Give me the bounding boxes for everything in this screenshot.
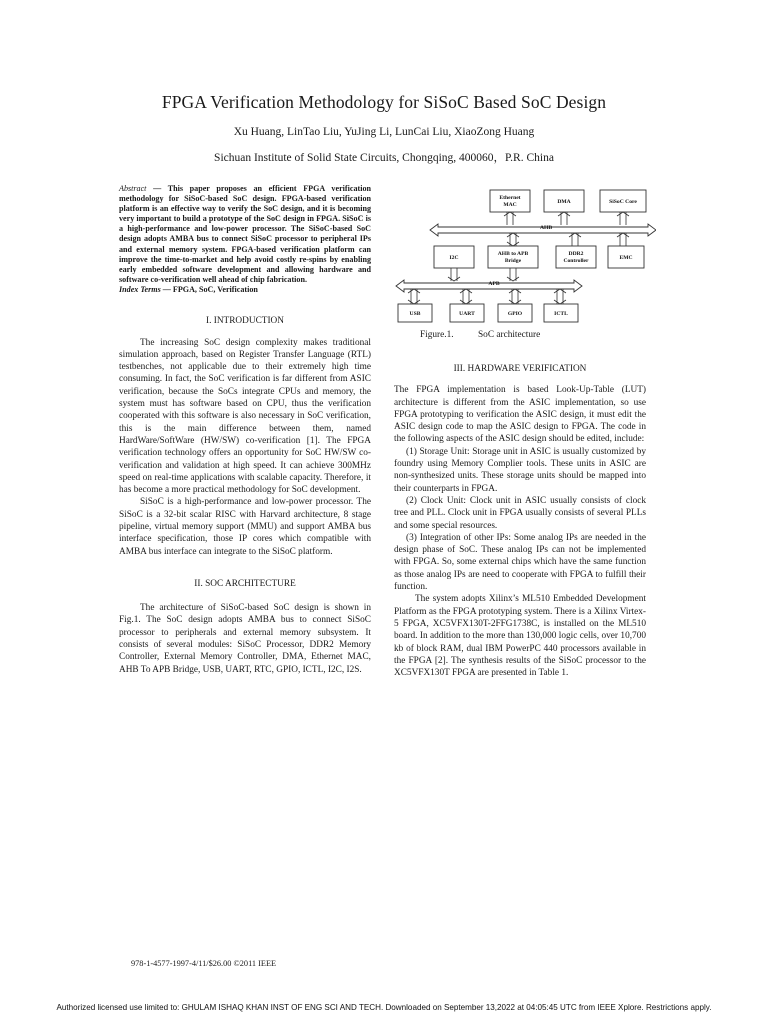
ddr2-ahb-connector <box>569 233 581 246</box>
ddr2-controller-block <box>556 246 596 268</box>
figure-caption-text: SoC architecture <box>478 330 541 340</box>
emc-ahb-connector <box>617 233 629 246</box>
uart-apb-connector <box>460 289 472 304</box>
dma-ahb-connector <box>558 212 570 225</box>
ahb-label: AHB <box>539 225 553 231</box>
ddr2-label: DDR2 <box>568 251 584 257</box>
ahb-to-apb-label: AHB to APB <box>497 251 529 257</box>
ethernet-mac-block <box>490 190 530 212</box>
ethernet-label: Ethernet <box>499 195 521 201</box>
hardware-paragraph-1: The FPGA implementation is based Look-Up-Table (LUT) architecture is different from the ASIC implementation, so use FPGA prototyping to verification the ASIC design, it must edit the ASIC design code to map the ASIC design to FPGA. The code in the following aspects of the ASIC design should be edited, include: <box>394 385 646 445</box>
abstract-text: — This paper proposes an efficient FPGA verification methodology for SiSoC-based SoC design. FPGA-based verification platform is an effective way to verify the SoC design, and it is becoming very important to build a prototype of the SoC design in FPGA. SiSoC is a high-performance and low-power processor. The SiSoC-based SoC design adopts AMBA bus to connect SiSoC processor to peripheral IPs and external memory system. FPGA-based verification platform can improve the time-to-market and help avoid costly re-spins by enabling early embedded software development and allowing hardware and software co-verification well ahead of chip fabrication. <box>119 184 371 284</box>
usb-label: USB <box>409 311 421 317</box>
hardware-paragraph-2: The system adopts Xilinx’s ML510 Embedded Development Platform as the FPGA prototyping system. There is a Xilinx Virtex-5 FPGA, XC5VFX130T-2FFG1738C, is installed on the ML510 board. In addition to the more than 130,000 logic cells, over 10,700 kb of block RAM, dual IBM PowerPC 440 processors available in the FPGA [2]. The synthesis results of the SiSoC processor to the XC5VFX130T FPGA are presented in Table 1. <box>394 594 646 679</box>
index-terms-label: Index Terms <box>119 284 161 294</box>
section-heading-hardware-verification: III. HARDWARE VERIFICATION <box>453 364 587 374</box>
mac-label: MAC <box>503 202 517 208</box>
sisoc-core-label: SiSoC Core <box>609 199 637 205</box>
dma-label: DMA <box>557 199 571 205</box>
figure-number: Figure.1. <box>420 330 454 340</box>
introduction-paragraph-1: The increasing SoC design complexity makes traditional simulation approach, based on Register Transfer Language (RTL) testbenches, not applicable due to their extremely high time consuming. In fact, the SoC verification is far different from ASIC verification, because the SoCs integrate CPUs and memory, the system must has software based on CPU, thus the verification cooperated with this software is also necessary in SoC verification, this is the main difference between them, named HardWare/SoftWare (HW/SW) co-verification [1]. The FPGA verification technology offers an opportunity for SoC HW/SW co-verification and validation at high speed. It can achieve 300MHz speed on real-time applications with scalable capacity. Therefore, it has become a more practical methodology for SoC development. <box>119 337 371 496</box>
hardware-item-other-ips: (3) Integration of other IPs: Some analog IPs are needed in the design phase of SoC. These analog IPs can not be implemented with FPGA. So, some external chips which have the same function as those analog IPs are need to cooperate with FPGA to fulfill their function. <box>394 532 646 593</box>
uart-label: UART <box>459 311 475 317</box>
author-list: Xu Huang, LinTao Liu, YuJing Li, LunCai Liu, XiaoZong Huang <box>233 126 535 138</box>
ictl-label: ICTL <box>554 311 568 317</box>
index-terms <box>119 285 371 295</box>
ictl-apb-connector <box>554 289 566 304</box>
index-terms-text: — FPGA, SoC, Verification <box>160 284 258 294</box>
left-column <box>119 184 371 676</box>
bridge-label: Bridge <box>504 258 522 264</box>
isbn-footer: 978-1-4577-1997-4/11/$26.00 ©2011 IEEE <box>131 959 277 968</box>
affiliation: Sichuan Institute of Solid State Circuits, Chongqing, 400060，P.R. China <box>214 152 554 164</box>
section-heading-soc-architecture: II. SOC ARCHITECTURE <box>194 578 296 589</box>
ethernet-ahb-connector <box>504 212 516 225</box>
ahb-apb-bridge-block <box>488 246 538 268</box>
license-notice: Authorized licensed use limited to: GHULAM ISHAQ KHAN INST OF ENG SCI AND TECH. Downloaded on September 13,2022 at 04:05:45 UTC from IEEE Xplore. Restrictions apply. <box>56 1003 712 1012</box>
gpio-label: GPIO <box>507 311 523 317</box>
introduction-paragraph-2: SiSoC is a high-performance and low-power processor. The SiSoC is a 32-bit scalar RISC with Harvard architecture, 8 stage pipeline, virtual memory support (MMU) and support AMBA bus interface specification, those IP cores which compatible with AMBA bus interface can integrate to the SiSoC platform. <box>119 497 371 557</box>
section-heading-introduction: I. INTRODUCTION <box>206 316 284 327</box>
apb-label: APB <box>488 281 500 287</box>
bridge-ahb-connector <box>507 233 519 246</box>
hardware-item-clock-unit: (2) Clock Unit: Clock unit in ASIC usually consists of clock tree and PLL. Clock unit in FPGA usually consists of several PLLs and some special resources. <box>394 495 646 531</box>
right-column <box>394 363 646 679</box>
i2c-apb-connector <box>448 268 460 281</box>
abstract <box>119 184 371 285</box>
figure-caption <box>420 330 660 340</box>
paper-title: FPGA Verification Methodology for SiSoC Based SoC Design <box>161 92 607 112</box>
emc-label: EMC <box>619 255 633 261</box>
soc-architecture-diagram <box>394 186 656 336</box>
architecture-paragraph: The architecture of SiSoC-based SoC design is shown in Fig.1. The SoC design adopts AMBA bus to connect SiSoC processor to peripherals and external memory subsystem. It consists of several modules: SiSoC Processor, DDR2 Memory Controller, External Memory Controller, DMA, Ethernet MAC, AHB To APB Bridge, USB, UART, RTC, GPIO, ICTL, I2C, I2S. <box>119 603 371 675</box>
i2c-label: I2C <box>449 255 459 261</box>
hardware-item-storage-unit: (1) Storage Unit: Storage unit in ASIC is usually customized by foundry using Memory Complier tools. These units in ASIC are non-synthesized units. These storage units should be mapped into their counterparts in FPGA. <box>394 446 646 494</box>
abstract-label: Abstract <box>119 184 147 193</box>
controller-label: Controller <box>563 258 589 264</box>
core-ahb-connector <box>617 212 629 225</box>
usb-apb-connector <box>408 289 420 304</box>
bridge-apb-connector <box>507 268 519 281</box>
gpio-apb-connector <box>509 289 521 304</box>
soc-architecture-figure <box>394 186 656 336</box>
